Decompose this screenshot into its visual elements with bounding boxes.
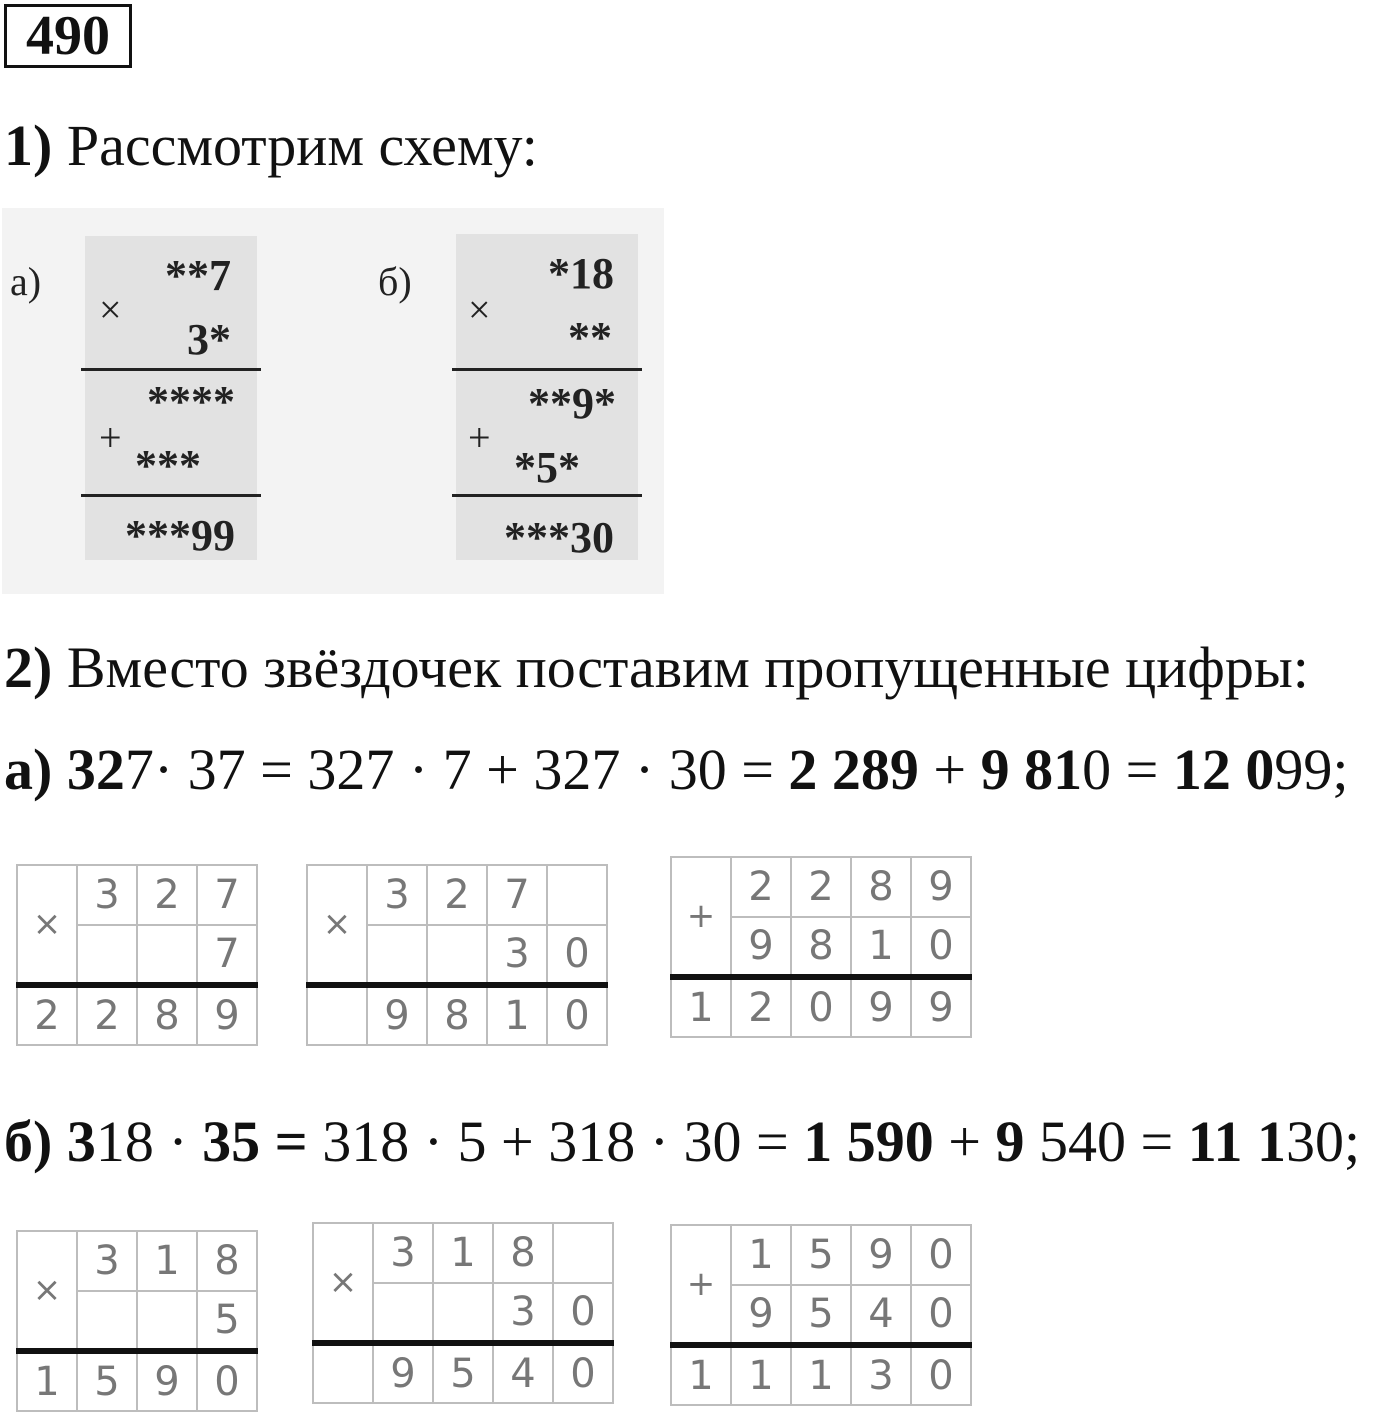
grid-cell: 7: [487, 865, 547, 925]
grid-cell: 9: [911, 857, 971, 917]
grid-cell: 1: [731, 1345, 791, 1405]
scheme-b-mult-op: ×: [468, 287, 491, 332]
grid-cell: 0: [197, 1351, 257, 1411]
eq-b-part: +: [933, 1109, 996, 1174]
grid-op: +: [671, 857, 731, 977]
scheme-b-result: ***30: [504, 513, 614, 562]
grid-cell: 1: [671, 977, 731, 1037]
scheme-figure: [2, 208, 664, 594]
grid-cell: [367, 925, 427, 985]
eq-a-part: 12 0: [1172, 737, 1275, 802]
grid-cell: 9: [367, 985, 427, 1045]
grid-cell: 3: [851, 1345, 911, 1405]
grid-cell: [373, 1283, 433, 1343]
step1-heading: [4, 114, 538, 178]
grid-cell: 2: [137, 865, 197, 925]
grid-cell: 0: [553, 1283, 613, 1343]
eq-b-part: 35 =: [202, 1109, 308, 1174]
grid-a-1: [16, 864, 258, 1046]
scheme-b-column: [456, 234, 638, 560]
equation-a: [4, 738, 1348, 802]
grid-cell: [547, 865, 607, 925]
eq-b-label: б): [4, 1109, 67, 1174]
eq-a-part: +: [918, 737, 981, 802]
eq-a-part: = 327 · 7 + 327 · 30 =: [245, 737, 789, 802]
grid-cell: 3: [77, 865, 137, 925]
grid-cell: [553, 1223, 613, 1283]
scheme-a-partial1: ****: [147, 377, 235, 426]
scheme-b-label: б): [378, 259, 412, 304]
step2-number: 2): [4, 635, 53, 700]
grid-cell: 8: [493, 1223, 553, 1283]
grid-cell: 5: [197, 1291, 257, 1351]
grid-cell: [433, 1283, 493, 1343]
grid-b-2: [312, 1222, 614, 1404]
eq-a-part: 2 289: [788, 737, 919, 802]
grid-cell: 7: [197, 865, 257, 925]
eq-b-part: 18 ·: [95, 1109, 203, 1174]
grid-cell: [313, 1343, 373, 1403]
grid-cell: [77, 925, 137, 985]
grid-cell: 7: [197, 925, 257, 985]
step2-heading: [4, 636, 1309, 700]
scheme-b-top: *18: [548, 249, 614, 298]
scheme-a-label: а): [10, 259, 42, 304]
scheme-a-top: **7: [165, 251, 231, 300]
scheme-a-result: ***99: [125, 511, 235, 560]
grid-cell: 1: [791, 1345, 851, 1405]
eq-a-part: 9 81: [980, 737, 1083, 802]
grid-cell: 0: [911, 1285, 971, 1345]
grid-op: ×: [313, 1223, 373, 1343]
eq-a-label: а): [4, 737, 67, 802]
grid-cell: [137, 925, 197, 985]
grid-b-1: [16, 1230, 258, 1412]
grid-cell: 0: [911, 917, 971, 977]
grid-cell: 4: [493, 1343, 553, 1403]
grid-cell: [307, 985, 367, 1045]
grid-cell: 2: [731, 977, 791, 1037]
grid-cell: 5: [791, 1285, 851, 1345]
scheme-b-multiplier: **: [568, 313, 612, 362]
scheme-b-add-op: +: [468, 415, 491, 460]
grid-cell: 5: [77, 1351, 137, 1411]
scheme-b-line2: [452, 494, 642, 497]
grid-cell: 8: [427, 985, 487, 1045]
grid-cell: 0: [911, 1345, 971, 1405]
grid-cell: 3: [373, 1223, 433, 1283]
grid-a-2: [306, 864, 608, 1046]
grid-cell: 1: [433, 1223, 493, 1283]
grid-op: ×: [17, 1231, 77, 1351]
scheme-b-partial2: *5*: [514, 443, 580, 492]
grid-cell: 9: [731, 917, 791, 977]
grid-cell: 2: [427, 865, 487, 925]
grid-cell: 9: [851, 1225, 911, 1285]
scheme-a-add-op: +: [99, 415, 122, 460]
grid-cell: 8: [791, 917, 851, 977]
scheme-b-partial1: **9*: [528, 379, 616, 428]
scheme-a-mult-op: ×: [99, 287, 122, 332]
eq-b-part: 11 1: [1187, 1109, 1287, 1174]
scheme-a-line1: [81, 368, 261, 371]
grid-cell: [137, 1291, 197, 1351]
eq-b-part: 9: [995, 1109, 1025, 1174]
grid-cell: 9: [373, 1343, 433, 1403]
scheme-a-column: [85, 236, 257, 560]
eq-b-part: 540 =: [1024, 1109, 1188, 1174]
grid-cell: 2: [17, 985, 77, 1045]
eq-b-part: 318 · 5 + 318 · 30 =: [307, 1109, 804, 1174]
grid-cell: 2: [77, 985, 137, 1045]
grid-cell: 9: [137, 1351, 197, 1411]
grid-cell: 1: [487, 985, 547, 1045]
eq-b-part: 3: [66, 1109, 96, 1174]
grid-cell: [77, 1291, 137, 1351]
grid-cell: 1: [137, 1231, 197, 1291]
step2-text: Вместо звёздочек поставим пропущенные цифры:: [52, 635, 1309, 700]
grid-cell: 0: [547, 925, 607, 985]
eq-b-part: 1 5: [803, 1109, 876, 1174]
eq-a-part: 7·: [124, 737, 188, 802]
grid-op: +: [671, 1225, 731, 1345]
grid-cell: 3: [77, 1231, 137, 1291]
grid-cell: 1: [731, 1225, 791, 1285]
scheme-a-line2: [81, 494, 261, 497]
grid-cell: 9: [911, 977, 971, 1037]
grid-cell: 0: [791, 977, 851, 1037]
grid-cell: 8: [197, 1231, 257, 1291]
grid-a-3: [670, 856, 972, 1038]
grid-cell: 9: [731, 1285, 791, 1345]
eq-b-part: 90: [875, 1109, 934, 1174]
scheme-a-partial2: ***: [135, 441, 201, 490]
grid-cell: 0: [911, 1225, 971, 1285]
grid-cell: 9: [851, 977, 911, 1037]
grid-b-3: [670, 1224, 972, 1406]
grid-cell: 0: [553, 1343, 613, 1403]
eq-b-part: 30;: [1286, 1109, 1361, 1174]
scheme-a-multiplier: 3*: [187, 315, 231, 364]
step1-text: Рассмотрим схему:: [52, 113, 538, 178]
grid-cell: 9: [197, 985, 257, 1045]
scheme-b-line1: [452, 368, 642, 371]
grid-cell: 3: [367, 865, 427, 925]
grid-cell: 5: [433, 1343, 493, 1403]
problem-number: 490: [4, 4, 132, 68]
grid-cell: [427, 925, 487, 985]
step1-number: 1): [4, 113, 53, 178]
eq-a-part: 0 =: [1082, 737, 1173, 802]
grid-cell: 1: [851, 917, 911, 977]
grid-cell: 3: [487, 925, 547, 985]
grid-op: ×: [307, 865, 367, 985]
eq-a-part: 99;: [1274, 737, 1349, 802]
grid-cell: 0: [547, 985, 607, 1045]
grid-cell: 3: [493, 1283, 553, 1343]
grid-cell: 8: [851, 857, 911, 917]
eq-a-part: 37: [187, 737, 246, 802]
grid-cell: 5: [791, 1225, 851, 1285]
grid-cell: 8: [137, 985, 197, 1045]
eq-a-part: 32: [66, 737, 125, 802]
grid-cell: 2: [791, 857, 851, 917]
equation-b: [4, 1110, 1360, 1174]
grid-cell: 1: [671, 1345, 731, 1405]
grid-cell: 4: [851, 1285, 911, 1345]
grid-op: ×: [17, 865, 77, 985]
grid-cell: 1: [17, 1351, 77, 1411]
grid-cell: 2: [731, 857, 791, 917]
